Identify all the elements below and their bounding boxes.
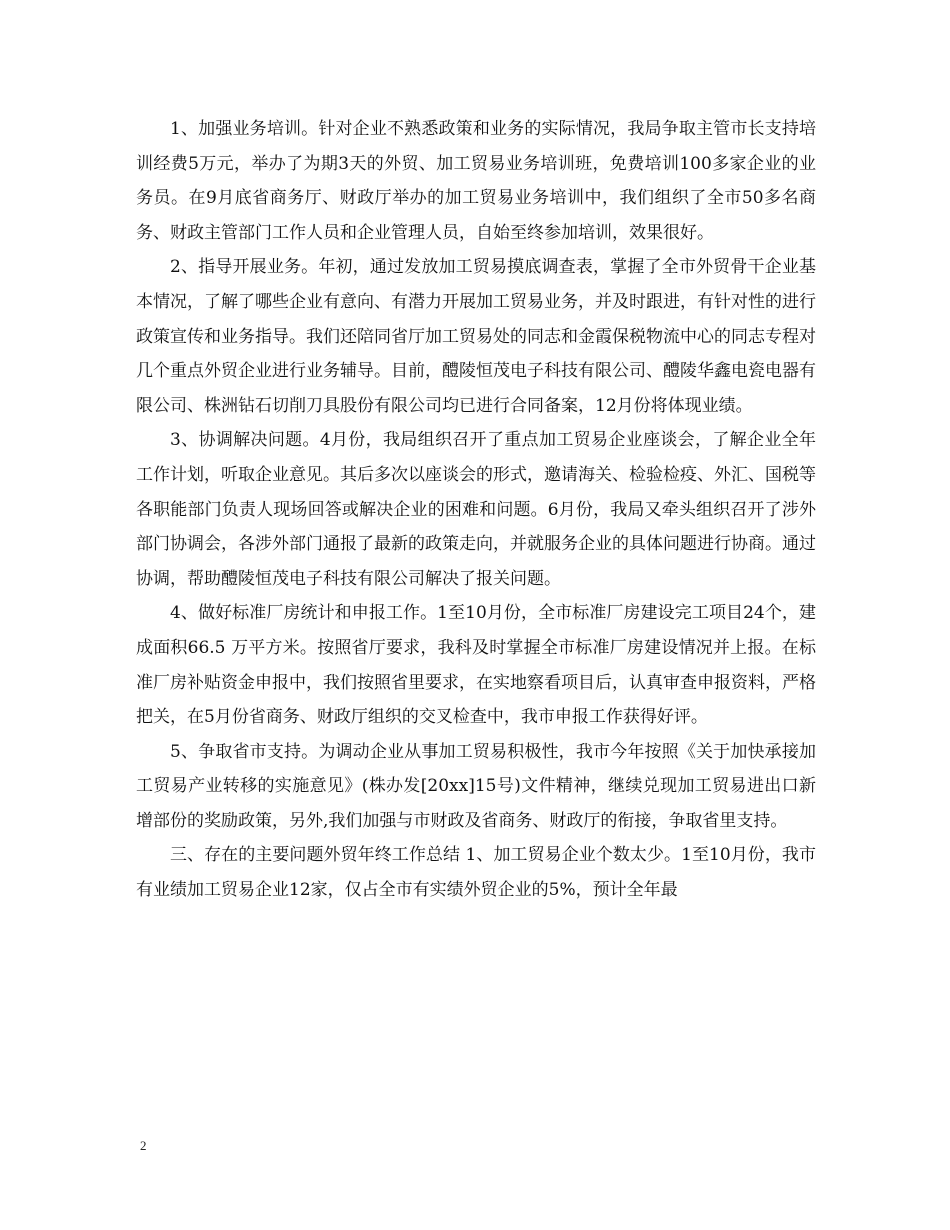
page-number: 2: [140, 1138, 147, 1153]
paragraph-training: 1、加强业务培训。针对企业不熟悉政策和业务的实际情况，我局争取主管市长支持培训经费5万元，举办了为期3天的外贸、加工贸易业务培训班，免费培训100多家企业的业务员。在9月底省商务厅、财政厅举办的加工贸易业务培训中，我们组织了全市50多名商务、财政主管部门工作人员和企业管理人员，自始至终参加培训，效果很好。: [136, 119, 816, 243]
document-body: [136, 112, 816, 908]
paragraph-problem-solving: 3、协调解决问题。4月份，我局组织召开了重点加工贸易企业座谈会，了解企业全年工作计划，听取企业意见。其后多次以座谈会的形式，邀请海关、检验检疫、外汇、国税等各职能部门负责人现场回答或解决企业的困难和问题。6月份，我局又牵头组织召开了涉外部门协调会，各涉外部门通报了最新的政策走向，并就服务企业的具体问题进行协商。通过协调，帮助醴陵恒茂电子科技有限公司解决了报关问题。: [136, 430, 816, 589]
paragraph-main-problems: 三、存在的主要问题外贸年终工作总结 1、加工贸易企业个数太少。1至10月份，我市有业绩加工贸易企业12家，仅占全市有实绩外贸企业的5%，预计全年最: [136, 845, 816, 901]
paragraph-standard-factory: 4、做好标准厂房统计和申报工作。1至10月份，全市标准厂房建设完工项目24个，建成面积66.5 万平方米。按照省厅要求，我科及时掌握全市标准厂房建设情况并上报。在标准厂房补贴资金申报中，我们按照省里要求，在实地察看项目后，认真审查申报资料，严格把关，在5月份省商务、财政厅组织的交叉检查中，我市申报工作获得好评。: [136, 603, 816, 728]
paragraph-business-guidance: 2、指导开展业务。年初，通过发放加工贸易摸底调查表，掌握了全市外贸骨干企业基本情况，了解了哪些企业有意向、有潜力开展加工贸易业务，并及时跟进，有针对性的进行政策宣传和业务指导。我们还陪同省厅加工贸易处的同志和金霞保税物流中心的同志专程对几个重点外贸企业进行业务辅导。目前，醴陵恒茂电子科技有限公司、醴陵华鑫电瓷电器有限公司、株洲钻石切削刀具股份有限公司均已进行合同备案，12月份将体现业绩。: [136, 257, 816, 416]
paragraph-provincial-support: 5、争取省市支持。为调动企业从事加工贸易积极性，我市今年按照《关于加快承接加工贸易产业转移的实施意见》(株办发[20xx]15号)文件精神，继续兑现加工贸易进出口新增部份的奖励政策，另外,我们加强与市财政及省商务、财政厅的衔接，争取省里支持。: [136, 741, 816, 831]
